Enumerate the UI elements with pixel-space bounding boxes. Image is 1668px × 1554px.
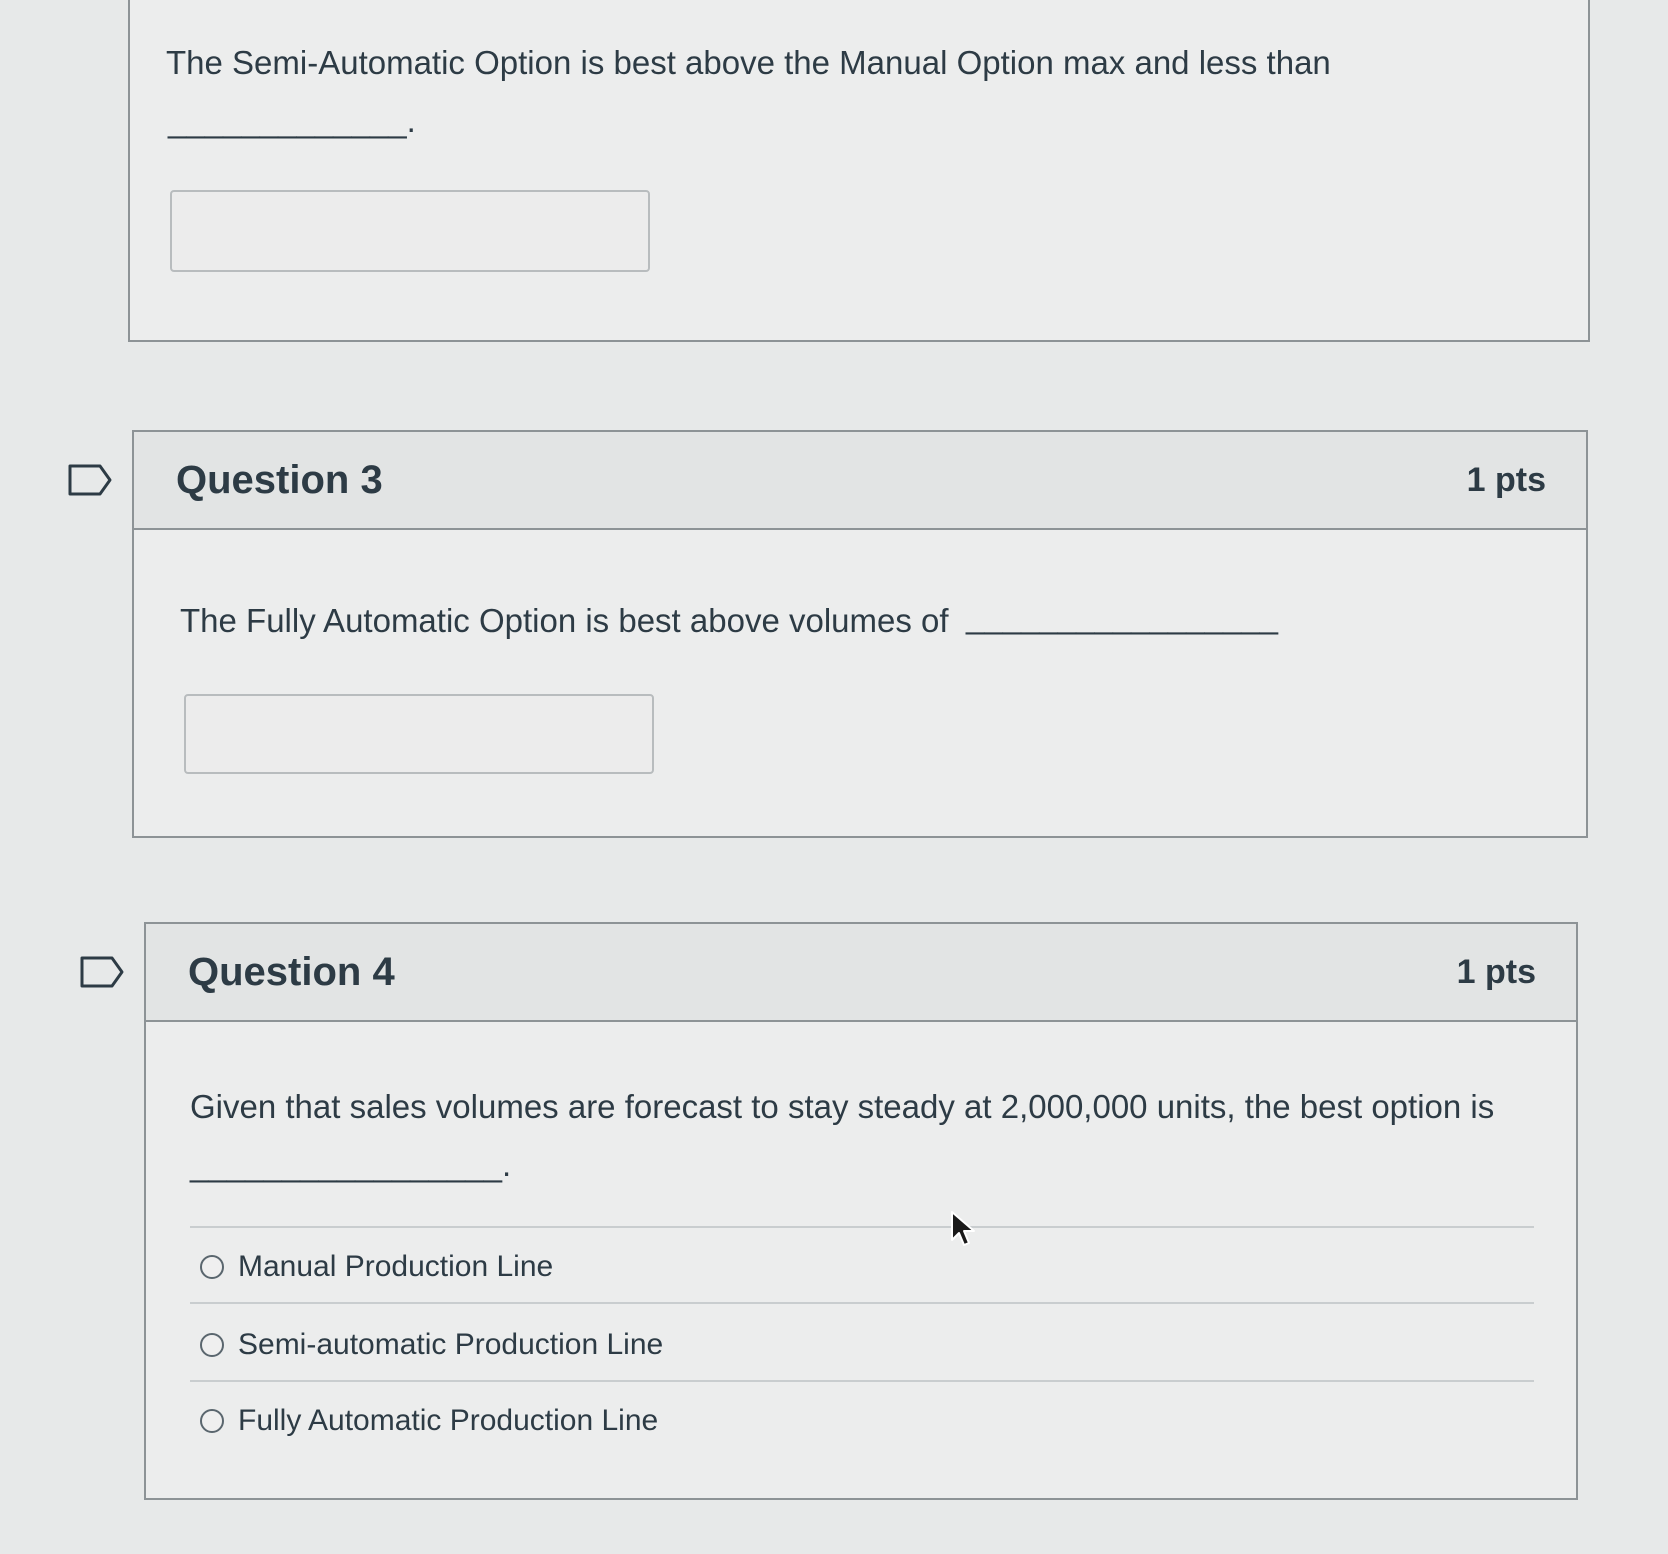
radio-button[interactable] bbox=[200, 1255, 224, 1279]
question-3-text: The Fully Automatic Option is best above volumes of bbox=[180, 602, 949, 639]
answer-option-label[interactable]: Semi-automatic Production Line bbox=[238, 1328, 664, 1361]
question-4-text: Given that sales volumes are forecast to stay steady at 2,000,000 units, the best option is bbox=[190, 1088, 1495, 1125]
answer-option[interactable] bbox=[200, 1404, 658, 1438]
question-4-points: 1 pts bbox=[1456, 952, 1536, 991]
question-3-answer-input[interactable] bbox=[184, 694, 654, 774]
question-3-header bbox=[134, 432, 1586, 530]
flag-question-4-icon[interactable] bbox=[80, 956, 124, 988]
radio-button[interactable] bbox=[200, 1409, 224, 1433]
answer-divider bbox=[190, 1302, 1534, 1304]
answer-option-label[interactable]: Manual Production Line bbox=[238, 1250, 554, 1283]
answer-divider bbox=[190, 1226, 1534, 1228]
question-4-header bbox=[146, 924, 1576, 1022]
question-4-blank: _________________. bbox=[190, 1146, 512, 1183]
question-2-answer-input[interactable] bbox=[170, 190, 650, 272]
question-3-title: Question 3 bbox=[176, 457, 383, 502]
question-2-text: The Semi-Automatic Option is best above the Manual Option max and less than bbox=[166, 44, 1331, 81]
question-2-blank: _____________. bbox=[168, 102, 416, 139]
question-3-card bbox=[132, 430, 1588, 838]
question-4-title: Question 4 bbox=[188, 949, 395, 994]
mouse-pointer-icon bbox=[950, 1210, 976, 1248]
answer-divider bbox=[190, 1380, 1534, 1382]
flag-question-3-icon[interactable] bbox=[68, 464, 112, 496]
answer-option[interactable] bbox=[200, 1328, 663, 1362]
answer-option-label[interactable]: Fully Automatic Production Line bbox=[238, 1404, 659, 1437]
question-3-blank: _________________ bbox=[966, 598, 1279, 635]
radio-button[interactable] bbox=[200, 1333, 224, 1357]
question-4-card bbox=[144, 922, 1578, 1500]
answer-option[interactable] bbox=[200, 1250, 553, 1284]
question-3-points: 1 pts bbox=[1466, 460, 1546, 499]
question-2-card bbox=[128, 0, 1590, 342]
